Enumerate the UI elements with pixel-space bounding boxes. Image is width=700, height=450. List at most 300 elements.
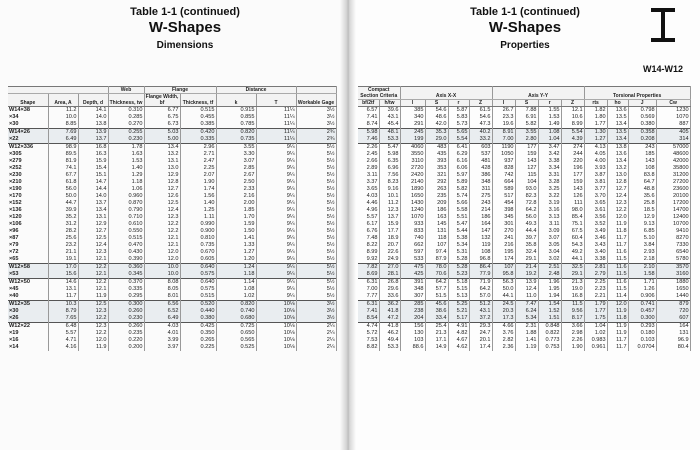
shape-cell: ×230: [8, 172, 48, 179]
table-cell: 3.38: [584, 256, 607, 264]
col-header: bf/2tf: [358, 100, 379, 107]
table-cell: 5.28: [448, 264, 469, 272]
table-cell: 2.47: [180, 158, 216, 165]
right-header: [440, 6, 610, 51]
table-row: [358, 172, 690, 179]
table-cell: 26.7: [492, 107, 515, 115]
table-cell: 3.61: [584, 207, 607, 214]
table-cell: 2.07: [180, 172, 216, 179]
table-cell: 23600: [656, 186, 690, 193]
table-cell: 12.0: [78, 337, 108, 344]
table-cell: 13.2: [144, 151, 180, 158]
table-cell: 5.28: [448, 256, 469, 264]
table-cell: 13.9: [515, 279, 538, 287]
table-cell: 5.89: [448, 179, 469, 186]
table-cell: 348: [469, 179, 492, 186]
table-cell: 51.2: [469, 301, 492, 309]
table-cell: 9¼: [256, 271, 296, 279]
table-cell: 29.1: [515, 256, 538, 264]
table-cell: 6.31: [358, 279, 379, 287]
col-header: J: [628, 100, 656, 107]
table-cell: 5½: [296, 279, 336, 287]
table-row: [8, 256, 336, 264]
table-cell: 209: [425, 200, 448, 207]
table-row: [8, 193, 336, 200]
group-axis-yy: Axis Y-Y: [492, 87, 584, 100]
table-cell: 17200: [656, 200, 690, 207]
table-cell: 0.515: [180, 293, 216, 301]
table-row: [358, 107, 690, 115]
table-cell: 0.810: [180, 235, 216, 242]
table-cell: 0.565: [216, 337, 256, 344]
col-header: I: [492, 100, 515, 107]
table-cell: 80.4: [656, 344, 690, 351]
table-cell: 35.3: [425, 129, 448, 137]
shape-cell: W12×22: [8, 323, 48, 331]
table-cell: 11.6: [607, 279, 628, 287]
table-cell: 13.0: [144, 165, 180, 172]
table-cell: 9¼: [256, 207, 296, 214]
table-cell: 9¼: [256, 214, 296, 221]
table-cell: 53.3: [379, 344, 400, 351]
table-cell: 5½: [296, 242, 336, 249]
table-cell: 5.51: [448, 214, 469, 221]
table-cell: 0.640: [180, 264, 216, 272]
table-cell: 4.03: [144, 323, 180, 331]
table-cell: 12.5: [144, 200, 180, 207]
table-cell: 43.1: [469, 308, 492, 315]
table-cell: 2.50: [216, 179, 256, 186]
table-cell: 35.2: [48, 214, 78, 221]
table-cell: 12.2: [78, 264, 108, 272]
table-cell: 0.569: [628, 114, 656, 121]
table-cell: 3.42: [538, 151, 561, 158]
col-header: T: [256, 94, 296, 107]
table-cell: 15.9: [379, 221, 400, 228]
table-cell: 20100: [656, 193, 690, 200]
table-cell: 3.11: [358, 172, 379, 179]
table-cell: 98.0: [561, 207, 584, 214]
table-cell: 0.773: [538, 337, 561, 344]
table-cell: 3.34: [538, 165, 561, 172]
table-cell: 7.88: [515, 107, 538, 115]
table-cell: 143: [515, 158, 538, 165]
table-cell: 56.0: [515, 214, 538, 221]
table-cell: 1.04: [584, 323, 607, 331]
table-cell: 32.5: [561, 264, 584, 272]
table-cell: 4.16: [48, 344, 78, 351]
table-cell: 12.8: [144, 179, 180, 186]
table-cell: 220: [561, 158, 584, 165]
table-cell: 274: [561, 144, 584, 152]
table-cell: 5½: [296, 151, 336, 158]
table-cell: 1650: [656, 286, 690, 293]
shape-cell: ×14: [8, 344, 48, 351]
table-cell: 1.96: [538, 279, 561, 287]
table-cell: 0.0704: [628, 344, 656, 351]
left-title-line2: W-Shapes: [148, 19, 222, 36]
table-cell: 31.2: [48, 221, 78, 228]
table-cell: 25.6: [48, 235, 78, 242]
table-cell: 5.65: [448, 129, 469, 137]
table-cell: 83.8: [628, 172, 656, 179]
table-cell: 1.90: [561, 344, 584, 351]
table-cell: 5.34: [448, 242, 469, 249]
table-cell: 3.19: [538, 200, 561, 207]
table-row: [8, 165, 336, 172]
col-header: ho: [607, 100, 628, 107]
table-cell: 7.46: [358, 136, 379, 144]
table-row: [358, 186, 690, 193]
table-cell: 6.73: [144, 121, 180, 129]
table-cell: 263: [425, 186, 448, 193]
table-cell: 11.2: [379, 200, 400, 207]
table-cell: 11.4: [607, 293, 628, 301]
table-cell: 11.5: [607, 286, 628, 293]
table-cell: 8.91: [492, 129, 515, 137]
table-cell: 11.8: [607, 315, 628, 323]
table-cell: 3.11: [538, 221, 561, 228]
table-cell: 36.2: [379, 301, 400, 309]
table-cell: 0.790: [108, 207, 144, 214]
table-cell: 214: [469, 207, 492, 214]
table-row: [358, 129, 690, 137]
table-cell: 2.71: [180, 151, 216, 158]
table-cell: 1.04: [538, 136, 561, 144]
table-cell: 72.8: [515, 200, 538, 207]
table-cell: 13.1: [48, 286, 78, 293]
table-cell: 11.7: [607, 337, 628, 344]
table-cell: 285: [400, 301, 425, 309]
table-cell: 2.31: [515, 323, 538, 331]
table-cell: 0.440: [180, 308, 216, 315]
table-cell: 8270: [656, 235, 690, 242]
table-cell: 6.48: [48, 323, 78, 331]
table-cell: 93.0: [515, 186, 538, 193]
table-cell: 107: [425, 242, 448, 249]
table-row: [358, 144, 690, 152]
table-cell: 15.9: [78, 158, 108, 165]
table-cell: 1.02: [584, 330, 607, 337]
table-cell: 0.740: [216, 308, 256, 315]
table-cell: 243: [628, 144, 656, 152]
table-cell: 29.3: [469, 323, 492, 331]
table-cell: 127: [515, 165, 538, 172]
table-cell: 1.50: [216, 228, 256, 235]
shape-cell: ×96: [8, 228, 48, 235]
table-cell: 3.38: [538, 158, 561, 165]
table-cell: 589: [492, 186, 515, 193]
table-cell: 3.77: [584, 186, 607, 193]
table-cell: 0.610: [108, 221, 144, 228]
table-cell: 1.52: [538, 308, 561, 315]
table-cell: 115: [515, 172, 538, 179]
table-cell: 5.57: [358, 214, 379, 221]
table-cell: 5½: [296, 221, 336, 228]
table-cell: 45.6: [425, 301, 448, 309]
table-cell: 43.1: [379, 114, 400, 121]
table-cell: 8.05: [144, 286, 180, 293]
shape-cell: ×30: [8, 121, 48, 129]
table-row: [8, 315, 336, 323]
table-cell: 71.9: [469, 279, 492, 287]
shape-cell: ×26: [8, 315, 48, 323]
table-cell: 12.3: [144, 214, 180, 221]
table-cell: 48.8: [628, 186, 656, 193]
table-cell: 2.98: [561, 330, 584, 337]
table-cell: 21.3: [425, 330, 448, 337]
table-cell: 4.96: [358, 207, 379, 214]
col-header: Depth, d: [78, 94, 108, 107]
table-cell: 5.17: [448, 315, 469, 323]
table-cell: 5.47: [448, 221, 469, 228]
table-row: [358, 323, 690, 331]
table-cell: 1.33: [216, 242, 256, 249]
table-cell: 4060: [400, 144, 425, 152]
table-cell: 454: [492, 200, 515, 207]
table-cell: 5½: [296, 186, 336, 193]
table-cell: 2.67: [216, 172, 256, 179]
table-cell: 12.2: [78, 315, 108, 323]
table-cell: 14.0: [78, 193, 108, 200]
table-row: [8, 179, 336, 186]
table-cell: 0.983: [584, 337, 607, 344]
col-header: rts: [584, 100, 607, 107]
table-cell: 6.76: [358, 228, 379, 235]
table-cell: 1.26: [628, 286, 656, 293]
table-cell: 8.01: [144, 293, 180, 301]
table-cell: 86.4: [469, 264, 492, 272]
table-cell: 2.25: [584, 279, 607, 287]
table-cell: 10.0: [144, 271, 180, 279]
table-cell: 60.4: [561, 235, 584, 242]
table-cell: 0.385: [180, 121, 216, 129]
table-cell: 15.4: [78, 165, 108, 172]
table-row: [8, 323, 336, 331]
table-cell: 2¼: [296, 344, 336, 351]
table-cell: 720: [656, 308, 690, 315]
table-cell: 20.7: [379, 242, 400, 249]
table-cell: 3.07: [216, 158, 256, 165]
table-cell: 9¼: [256, 235, 296, 242]
shape-cell: W12×58: [8, 264, 48, 272]
table-cell: 12.4: [78, 242, 108, 249]
table-cell: 48.6: [425, 114, 448, 121]
table-cell: 18.9: [379, 235, 400, 242]
table-cell: 42.0: [425, 121, 448, 129]
table-row: [358, 301, 690, 309]
table-cell: 12.5: [78, 235, 108, 242]
table-cell: 475: [400, 264, 425, 272]
table-cell: 6.06: [448, 165, 469, 172]
table-cell: 7.82: [358, 264, 379, 272]
col-header: r: [448, 100, 469, 107]
table-cell: 147: [469, 228, 492, 235]
table-cell: 1.88: [515, 330, 538, 337]
table-cell: 2.85: [216, 165, 256, 172]
table-cell: 5½: [296, 228, 336, 235]
table-cell: 12.0: [144, 249, 180, 256]
table-cell: 5½: [296, 286, 336, 293]
table-cell: 0.457: [628, 308, 656, 315]
shape-cell: ×79: [8, 242, 48, 249]
table-cell: 0.515: [108, 235, 144, 242]
table-cell: 11¼: [256, 107, 296, 115]
table-cell: 1070: [656, 114, 690, 121]
table-row: [358, 308, 690, 315]
table-row: [8, 286, 336, 293]
table-cell: 8.23: [379, 179, 400, 186]
table-cell: 2.79: [584, 271, 607, 279]
table-cell: 2420: [400, 172, 425, 179]
table-cell: 3.22: [538, 193, 561, 200]
table-cell: 177: [515, 144, 538, 152]
table-cell: 53.3: [379, 136, 400, 144]
table-cell: 0.350: [180, 330, 216, 337]
table-cell: 6.17: [358, 221, 379, 228]
table-cell: 3.30: [216, 151, 256, 158]
table-cell: 2.89: [358, 165, 379, 172]
table-cell: 6.91: [515, 114, 538, 121]
table-cell: 4.39: [561, 136, 584, 144]
table-cell: 5.31: [448, 249, 469, 256]
table-cell: 3.87: [584, 172, 607, 179]
table-cell: 5½: [296, 200, 336, 207]
table-cell: 97.4: [425, 249, 448, 256]
table-cell: 174: [492, 256, 515, 264]
table-cell: 13.5: [607, 114, 628, 121]
table-cell: 186: [425, 207, 448, 214]
table-cell: 45.4: [379, 121, 400, 129]
table-cell: 5½: [296, 249, 336, 256]
table-cell: 11.0: [515, 293, 538, 301]
table-cell: 11.9: [607, 330, 628, 337]
group-blank-end: [296, 87, 336, 94]
table-cell: 3.16: [538, 207, 561, 214]
table-cell: 5.66: [448, 200, 469, 207]
table-cell: 740: [400, 235, 425, 242]
table-cell: 307: [400, 293, 425, 301]
table-row: [358, 286, 690, 293]
table-cell: 2.80: [515, 136, 538, 144]
table-cell: 8.99: [561, 121, 584, 129]
table-cell: 933: [400, 221, 425, 228]
table-cell: 10.0: [144, 264, 180, 272]
table-cell: 7.47: [515, 301, 538, 309]
table-cell: 270: [492, 228, 515, 235]
table-cell: 0.358: [628, 129, 656, 137]
table-cell: 5½: [296, 293, 336, 301]
table-cell: 1.79: [584, 301, 607, 309]
col-header: Thickness, tf: [180, 94, 216, 107]
table-cell: 2.18: [628, 256, 656, 264]
table-cell: 20.3: [492, 308, 515, 315]
table-cell: 119: [469, 242, 492, 249]
table-cell: 0.230: [108, 136, 144, 144]
table-cell: 11.8: [607, 228, 628, 235]
table-cell: 9.56: [561, 308, 584, 315]
table-cell: 57.0: [469, 293, 492, 301]
table-cell: 11¼: [256, 129, 296, 137]
table-row: [358, 207, 690, 214]
table-cell: 10⅛: [256, 323, 296, 331]
table-cell: 1070: [400, 214, 425, 221]
table-cell: 61.5: [469, 107, 492, 115]
table-cell: 291: [400, 121, 425, 129]
table-cell: 6.31: [358, 301, 379, 309]
col-header: Z: [561, 100, 584, 107]
table-cell: 20.1: [469, 337, 492, 344]
table-cell: 6.57: [358, 107, 379, 115]
table-cell: 64.2: [425, 279, 448, 287]
table-cell: 40.2: [469, 129, 492, 137]
table-cell: 185: [628, 151, 656, 158]
table-cell: 3.02: [538, 256, 561, 264]
table-cell: 8.22: [358, 242, 379, 249]
table-cell: 204: [400, 315, 425, 323]
table-cell: 0.650: [216, 330, 256, 337]
table-cell: 16.3: [78, 151, 108, 158]
table-cell: 3160: [656, 271, 690, 279]
table-cell: 2720: [400, 165, 425, 172]
table-cell: 9¼: [256, 256, 296, 264]
table-cell: 314: [656, 136, 690, 144]
table-cell: 5.18: [448, 279, 469, 287]
table-cell: 385: [400, 107, 425, 115]
table-cell: 0.961: [584, 344, 607, 351]
table-cell: 19.0: [561, 286, 584, 293]
table-cell: 12.6: [144, 193, 180, 200]
table-row: [8, 114, 336, 121]
properties-header-row: [358, 100, 690, 107]
table-row: [8, 221, 336, 228]
table-row: [358, 264, 690, 272]
table-cell: 75.1: [561, 221, 584, 228]
table-cell: 0.380: [180, 315, 216, 323]
table-cell: 31200: [656, 172, 690, 179]
col-header: h/tw: [379, 100, 400, 107]
table-cell: 9.16: [379, 186, 400, 193]
table-cell: 3110: [400, 158, 425, 165]
table-cell: 50.0: [492, 286, 515, 293]
table-cell: 11.5: [607, 271, 628, 279]
table-cell: 9¼: [256, 193, 296, 200]
col-header: Z: [469, 100, 492, 107]
col-header: S: [425, 100, 448, 107]
table-cell: 0.225: [180, 344, 216, 351]
table-cell: 275: [469, 193, 492, 200]
table-cell: 95.8: [492, 271, 515, 279]
table-cell: 3.25: [538, 186, 561, 193]
table-cell: 7.53: [358, 337, 379, 344]
table-cell: 0.430: [108, 249, 144, 256]
table-cell: 2.21: [584, 293, 607, 301]
table-cell: 67.5: [561, 228, 584, 235]
table-cell: 6.49: [48, 136, 78, 144]
table-row: [358, 114, 690, 121]
table-cell: 56.3: [492, 279, 515, 287]
table-cell: 833: [400, 228, 425, 235]
table-cell: 12.4: [515, 286, 538, 293]
w-shape-section-icon: [648, 6, 678, 44]
table-cell: 0.525: [216, 344, 256, 351]
table-cell: 1.14: [216, 279, 256, 287]
table-cell: 1.80: [584, 114, 607, 121]
shape-cell: ×16: [8, 337, 48, 344]
table-cell: 1.40: [108, 165, 144, 172]
table-cell: 9¼: [256, 186, 296, 193]
table-cell: 742: [492, 172, 515, 179]
